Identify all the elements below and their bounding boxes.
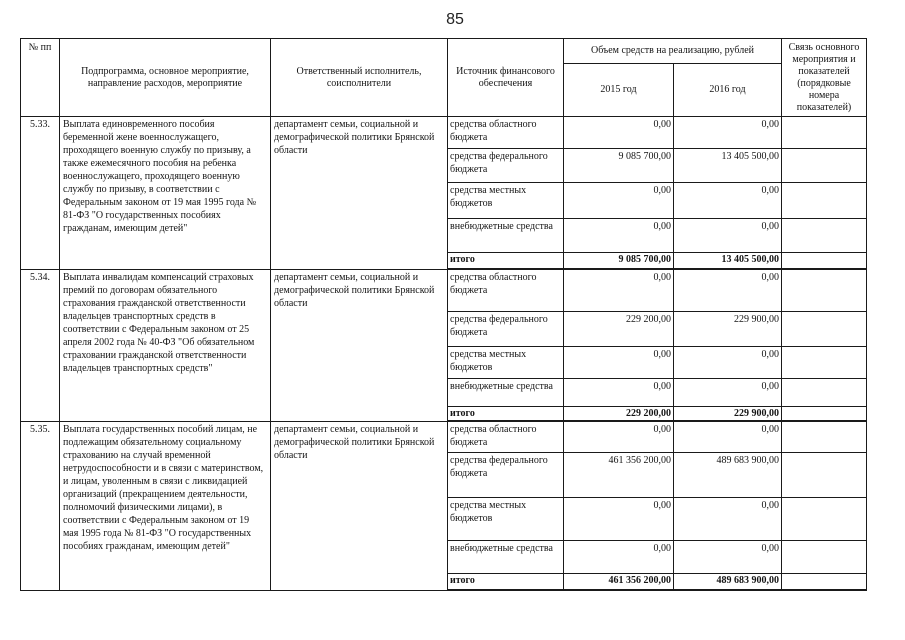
amount-2015: 0,00 <box>564 498 674 541</box>
amount-2016: 0,00 <box>674 498 782 541</box>
amount-2016: 489 683 900,00 <box>674 453 782 498</box>
program-description: Выплата инвалидам компенсаций страховых премий по договорам обязательного страхования гражданской ответственности владельцев транспортных средств в соответствии с Федеральным законом от 25 апреля 2002 года № 40-ФЗ "Об обязательном страховании гражданской ответственности владельцев транспортных средств" <box>60 270 271 422</box>
row-number: 5.33. <box>21 117 60 270</box>
header-executor <box>271 39 448 117</box>
header-year-2015-label: 2015 год <box>600 84 637 95</box>
indicator-link-cell <box>782 253 867 270</box>
responsible-executor: департамент семьи, социальной и демографической политики Брянской области <box>271 422 448 591</box>
header-indicator-link <box>782 39 867 117</box>
program-description: Выплата государственных пособий лицам, не подлежащим обязательному социальному страхованию на случай временной нетрудоспособности и в связи с материнством, и лицам, уволенным в связи с ликвидацией организаций (прекращением деятельности, полномочий физическими лицами), в соответствии с Федеральным законом от 19 мая 1995 года № 81-ФЗ "О государственных пособиях гражданам, имеющим детей" <box>60 422 271 591</box>
amount-2016: 13 405 500,00 <box>674 149 782 183</box>
funding-source: средства областного бюджета <box>448 422 564 453</box>
indicator-link-cell <box>782 270 867 312</box>
amount-2015: 461 356 200,00 <box>564 453 674 498</box>
total-2015: 461 356 200,00 <box>564 574 674 591</box>
header-program-label: Подпрограмма, основное мероприятие, направление расходов, мероприятие <box>81 65 249 89</box>
header-volume <box>564 39 782 64</box>
header-number-label: № пп <box>28 42 52 53</box>
funding-source: внебюджетные средства <box>448 379 564 407</box>
funding-source: средства местных бюджетов <box>448 183 564 219</box>
amount-2015: 0,00 <box>564 117 674 149</box>
amount-2016: 0,00 <box>674 117 782 149</box>
program-description: Выплата единовременного пособия беременной жене военнослужащего, проходящего военную службу по призыву, а также ежемесячного пособия на ребенка военнослужащего, проходящего военную службу по призыву, в соответствии с Федеральным законом от 19 мая 1995 года № 81-ФЗ "О государственных пособиях гражданам, имеющим детей" <box>60 117 271 270</box>
amount-2016: 0,00 <box>674 379 782 407</box>
amount-2015: 0,00 <box>564 219 674 253</box>
funding-source: средства местных бюджетов <box>448 347 564 379</box>
total-2015: 9 085 700,00 <box>564 253 674 270</box>
funding-source: средства областного бюджета <box>448 270 564 312</box>
indicator-link-cell <box>782 117 867 149</box>
amount-2016: 0,00 <box>674 541 782 574</box>
row-number: 5.35. <box>21 422 60 591</box>
funding-source: средства областного бюджета <box>448 117 564 149</box>
responsible-executor: департамент семьи, социальной и демографической политики Брянской области <box>271 117 448 270</box>
header-year-2016 <box>674 64 782 117</box>
amount-2016: 0,00 <box>674 183 782 219</box>
amount-2016: 0,00 <box>674 270 782 312</box>
funding-source: средства федерального бюджета <box>448 312 564 347</box>
header-year-2016-label: 2016 год <box>709 84 746 95</box>
amount-2016: 0,00 <box>674 219 782 253</box>
amount-2016: 0,00 <box>674 347 782 379</box>
header-program <box>60 39 271 117</box>
total-2016: 489 683 900,00 <box>674 574 782 591</box>
indicator-link-cell <box>782 183 867 219</box>
header-year-2015 <box>564 64 674 117</box>
amount-2016: 0,00 <box>674 422 782 453</box>
amount-2015: 229 200,00 <box>564 312 674 347</box>
indicator-link-cell <box>782 347 867 379</box>
indicator-link-cell <box>782 453 867 498</box>
funding-source: внебюджетные средства <box>448 541 564 574</box>
indicator-link-cell <box>782 574 867 591</box>
header-source <box>448 39 564 117</box>
header-indicator-link-label: Связь основного мероприятия и показателей (порядковые номера показателей) <box>788 41 860 113</box>
amount-2015: 0,00 <box>564 270 674 312</box>
row-number: 5.34. <box>21 270 60 422</box>
total-label: итого <box>448 407 564 422</box>
header-number <box>21 39 60 117</box>
header-source-label: Источник финансового обеспечения <box>456 65 555 89</box>
total-label: итого <box>448 253 564 270</box>
amount-2015: 0,00 <box>564 541 674 574</box>
amount-2015: 0,00 <box>564 347 674 379</box>
page-number: 85 <box>446 11 464 28</box>
indicator-link-cell <box>782 407 867 422</box>
header-executor-label: Ответственный исполнитель, соисполнители <box>296 65 422 89</box>
amount-2015: 0,00 <box>564 379 674 407</box>
funding-source: внебюджетные средства <box>448 219 564 253</box>
total-2016: 229 900,00 <box>674 407 782 422</box>
responsible-executor: департамент семьи, социальной и демографической политики Брянской области <box>271 270 448 422</box>
amount-2016: 229 900,00 <box>674 312 782 347</box>
amount-2015: 9 085 700,00 <box>564 149 674 183</box>
header-volume-label: Объем средств на реализацию, рублей <box>591 45 754 56</box>
funding-source: средства федерального бюджета <box>448 453 564 498</box>
indicator-link-cell <box>782 219 867 253</box>
indicator-link-cell <box>782 422 867 453</box>
funding-source: средства местных бюджетов <box>448 498 564 541</box>
indicator-link-cell <box>782 379 867 407</box>
total-2016: 13 405 500,00 <box>674 253 782 270</box>
indicator-link-cell <box>782 149 867 183</box>
total-2015: 229 200,00 <box>564 407 674 422</box>
total-label: итого <box>448 574 564 591</box>
program-table <box>20 38 867 591</box>
funding-source: средства федерального бюджета <box>448 149 564 183</box>
indicator-link-cell <box>782 498 867 541</box>
indicator-link-cell <box>782 312 867 347</box>
amount-2015: 0,00 <box>564 422 674 453</box>
indicator-link-cell <box>782 541 867 574</box>
amount-2015: 0,00 <box>564 183 674 219</box>
